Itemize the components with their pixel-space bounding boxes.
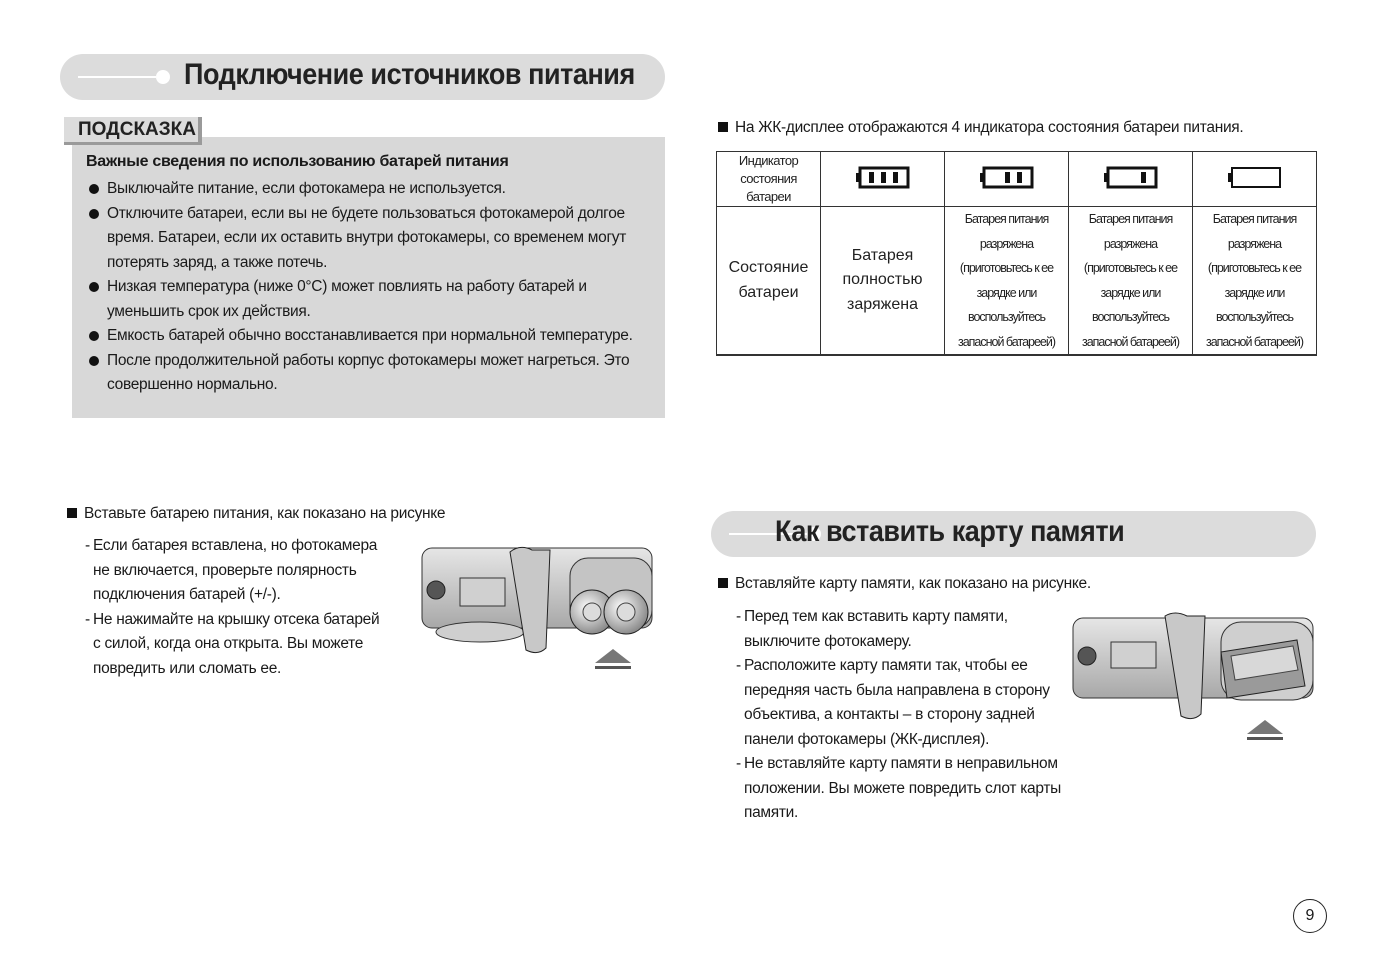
memory-card-insertion-illustration: [1071, 610, 1319, 745]
state-cell: Батарея питания разряжена (приготовьтесь к ее зарядке или воспользуйтесь запасной батареей): [1193, 207, 1317, 356]
bullet-icon: [89, 282, 99, 292]
bullet-icon: [89, 184, 99, 194]
section-title-bar: [711, 511, 1316, 557]
state-cell: Батарея полностью заряжена: [821, 207, 945, 356]
list-item: - Если батарея вставлена, но фотокамера не включается, проверьте полярность подключения батарей (+/-).: [85, 537, 378, 603]
list-item: - Перед тем как вставить карту памяти, выключите фотокамеру.: [736, 608, 1008, 650]
row-header-indicator: Индикатор состояния батареи: [717, 152, 821, 207]
list-item: Выключайте питание, если фотокамера не используется.: [86, 177, 656, 202]
list-item: Отключите батареи, если вы не будете пользоваться фотокамерой долгое время. Батареи, если их оставить внутри фотокамеры, со временем могут потерять заряд, а также потечь.: [86, 202, 656, 276]
square-bullet-icon: [718, 578, 728, 588]
list-item: Емкость батарей обычно восстанавливается при нормальной температуре.: [86, 324, 656, 349]
card-insert-instruction: Вставляйте карту памяти, как показано на рисунке.: [718, 575, 1091, 593]
battery-two-bars-icon: [945, 152, 1069, 207]
bullet-icon: [89, 209, 99, 219]
battery-intro: На ЖК-дисплее отображаются 4 индикатора состояния батареи питания.: [718, 119, 1243, 137]
battery-status-table: [716, 151, 1317, 356]
square-bullet-icon: [67, 508, 77, 518]
card-notes-list: [736, 605, 1068, 826]
bullet-icon: [89, 331, 99, 341]
title-decoration-line: [78, 76, 156, 78]
battery-insert-instruction: Вставьте батарею питания, как показано на рисунке: [67, 505, 445, 523]
bullet-icon: [89, 356, 99, 366]
state-cell: Батарея питания разряжена (приготовьтесь к ее зарядке или воспользуйтесь запасной батареей): [1069, 207, 1193, 356]
battery-full-icon: [821, 152, 945, 207]
section-title: Как вставить карту памяти: [775, 515, 1125, 548]
row-header-state: Состояние батареи: [717, 207, 821, 356]
hint-heading: Важные сведения по использованию батарей питания: [86, 153, 509, 170]
title-decoration-dot: [156, 70, 170, 84]
battery-empty-icon: [1193, 152, 1317, 207]
page-title: Подключение источников питания: [184, 58, 635, 91]
table-row: [717, 152, 1317, 207]
table-row: [717, 207, 1317, 356]
hint-tab: ПОДСКАЗКА: [64, 117, 202, 145]
square-bullet-icon: [718, 122, 728, 132]
list-item: - Расположите карту памяти так, чтобы ее передняя часть была направлена в сторону объектива, а контакты – в сторону задней панели фотокамеры (ЖК-дисплея).: [736, 657, 1050, 748]
battery-insertion-illustration: [420, 540, 660, 675]
list-item: Низкая температура (ниже 0°C) может повлиять на работу батарей и уменьшить срок их действия.: [86, 275, 656, 324]
state-cell: Батарея питания разряжена (приготовьтесь к ее зарядке или воспользуйтесь запасной батареей): [945, 207, 1069, 356]
list-item: После продолжительной работы корпус фотокамеры может нагреться. Это совершенно нормально.: [86, 349, 656, 398]
list-item: - Не нажимайте на крышку отсека батарей с силой, когда она открыта. Вы можете повредить или сломать ее.: [85, 610, 380, 677]
battery-notes-list: [85, 534, 385, 681]
list-item: - Не вставляйте карту памяти в неправильном положении. Вы можете повредить слот карты памяти.: [736, 755, 1061, 821]
battery-one-bar-icon: [1069, 152, 1193, 207]
tips-list: [86, 177, 656, 398]
section-title-bar: [60, 54, 665, 100]
page-number: 9: [1293, 899, 1327, 933]
